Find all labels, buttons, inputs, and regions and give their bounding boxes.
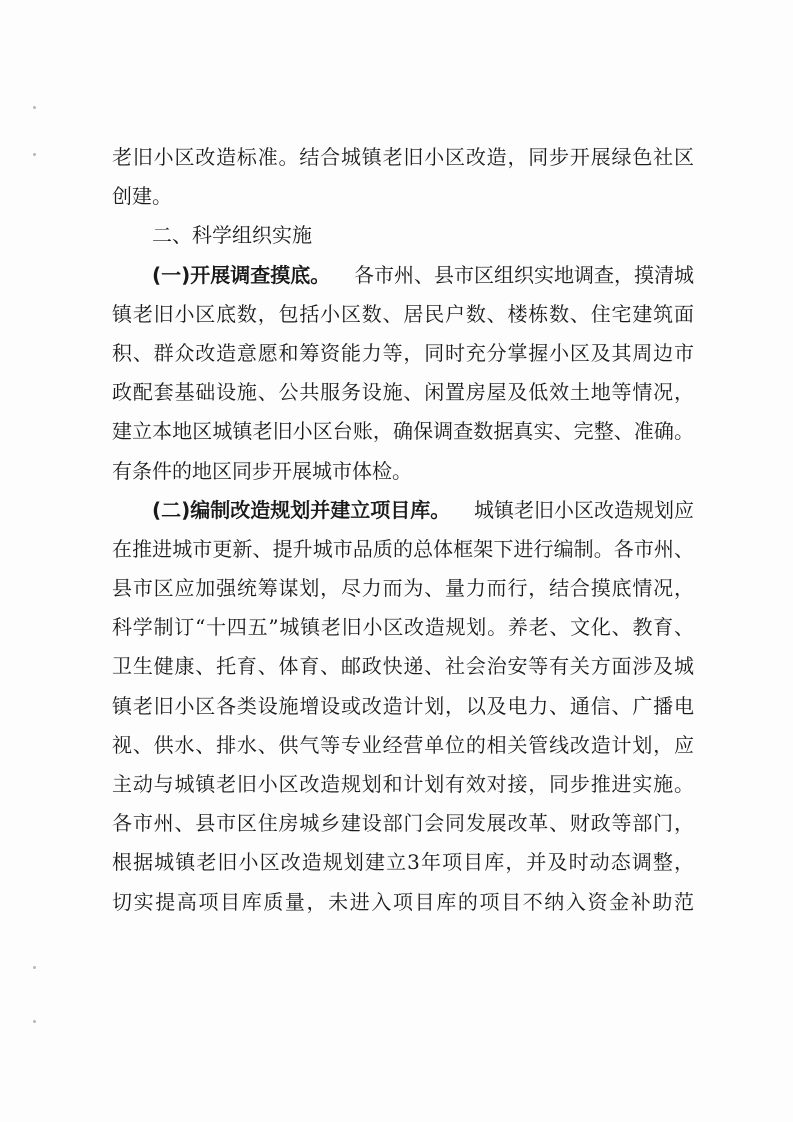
text-line: 县市区应加强统筹谋划，尽力而为、量力而行，结合摸底情况， (112, 576, 694, 601)
scan-speck (33, 966, 36, 969)
text-line: 创建。 (112, 184, 172, 209)
text-line: 有条件的地区同步开展城市体检。 (112, 458, 412, 483)
text-line: 切实提高项目库质量，未进入项目库的项目不纳入资金补助范 (112, 889, 694, 914)
subsection-heading: (二)编制改造规划并建立项目库。 (152, 497, 451, 522)
paragraph-lead-line (112, 491, 694, 530)
section-heading: 二、科学组织实施 (152, 223, 312, 248)
text-line: 积、群众改造意愿和筹资能力等，同时充分掌握小区及其周边市 (112, 340, 694, 365)
text-line: 主动与城镇老旧小区改造规划和计划有效对接，同步推进实施。 (112, 772, 694, 796)
text-line: 在推进城市更新、提升城市品质的总体框架下进行编制。各市州、 (112, 536, 694, 561)
text-line: 各市州、县市区住房城乡建设部门会同发展改革、财政等部门， (112, 811, 694, 836)
document-body (112, 138, 694, 922)
scan-speck (33, 1020, 36, 1023)
text-line: 视、供水、排水、供气等专业经营单位的相关管线改造计划，应 (112, 732, 694, 757)
text-line: 政配套基础设施、公共服务设施、闲置房屋及低效土地等情况， (112, 380, 694, 405)
text-line: 老旧小区改造标准。结合城镇老旧小区改造，同步开展绿色社区 (112, 145, 694, 169)
scan-speck (33, 106, 36, 109)
text-segment: 各市州、县市区组织实地调查，摸清城 (354, 262, 694, 287)
text-line: 建立本地区城镇老旧小区台账，确保调查数据真实、完整、准确。 (112, 419, 694, 444)
text-line: 科学制订“十四五”城镇老旧小区改造规划。养老、文化、教育、 (112, 615, 694, 640)
text-line: 镇老旧小区各类设施增设或改造计划，以及电力、通信、广播电 (112, 693, 694, 718)
text-line: 镇老旧小区底数，包括小区数、居民户数、楼栋数、住宅建筑面 (112, 301, 694, 326)
scan-speck (33, 153, 36, 156)
subsection-heading: (一)开展调查摸底。 (152, 262, 331, 287)
text-segment: 城镇老旧小区改造规划应 (474, 497, 694, 522)
text-line: 根据城镇老旧小区改造规划建立3年项目库，并及时动态调整， (112, 850, 694, 875)
paragraph-lead-line (112, 256, 694, 295)
text-line: 卫生健康、托育、体育、邮政快递、社会治安等有关方面涉及城 (112, 654, 694, 679)
